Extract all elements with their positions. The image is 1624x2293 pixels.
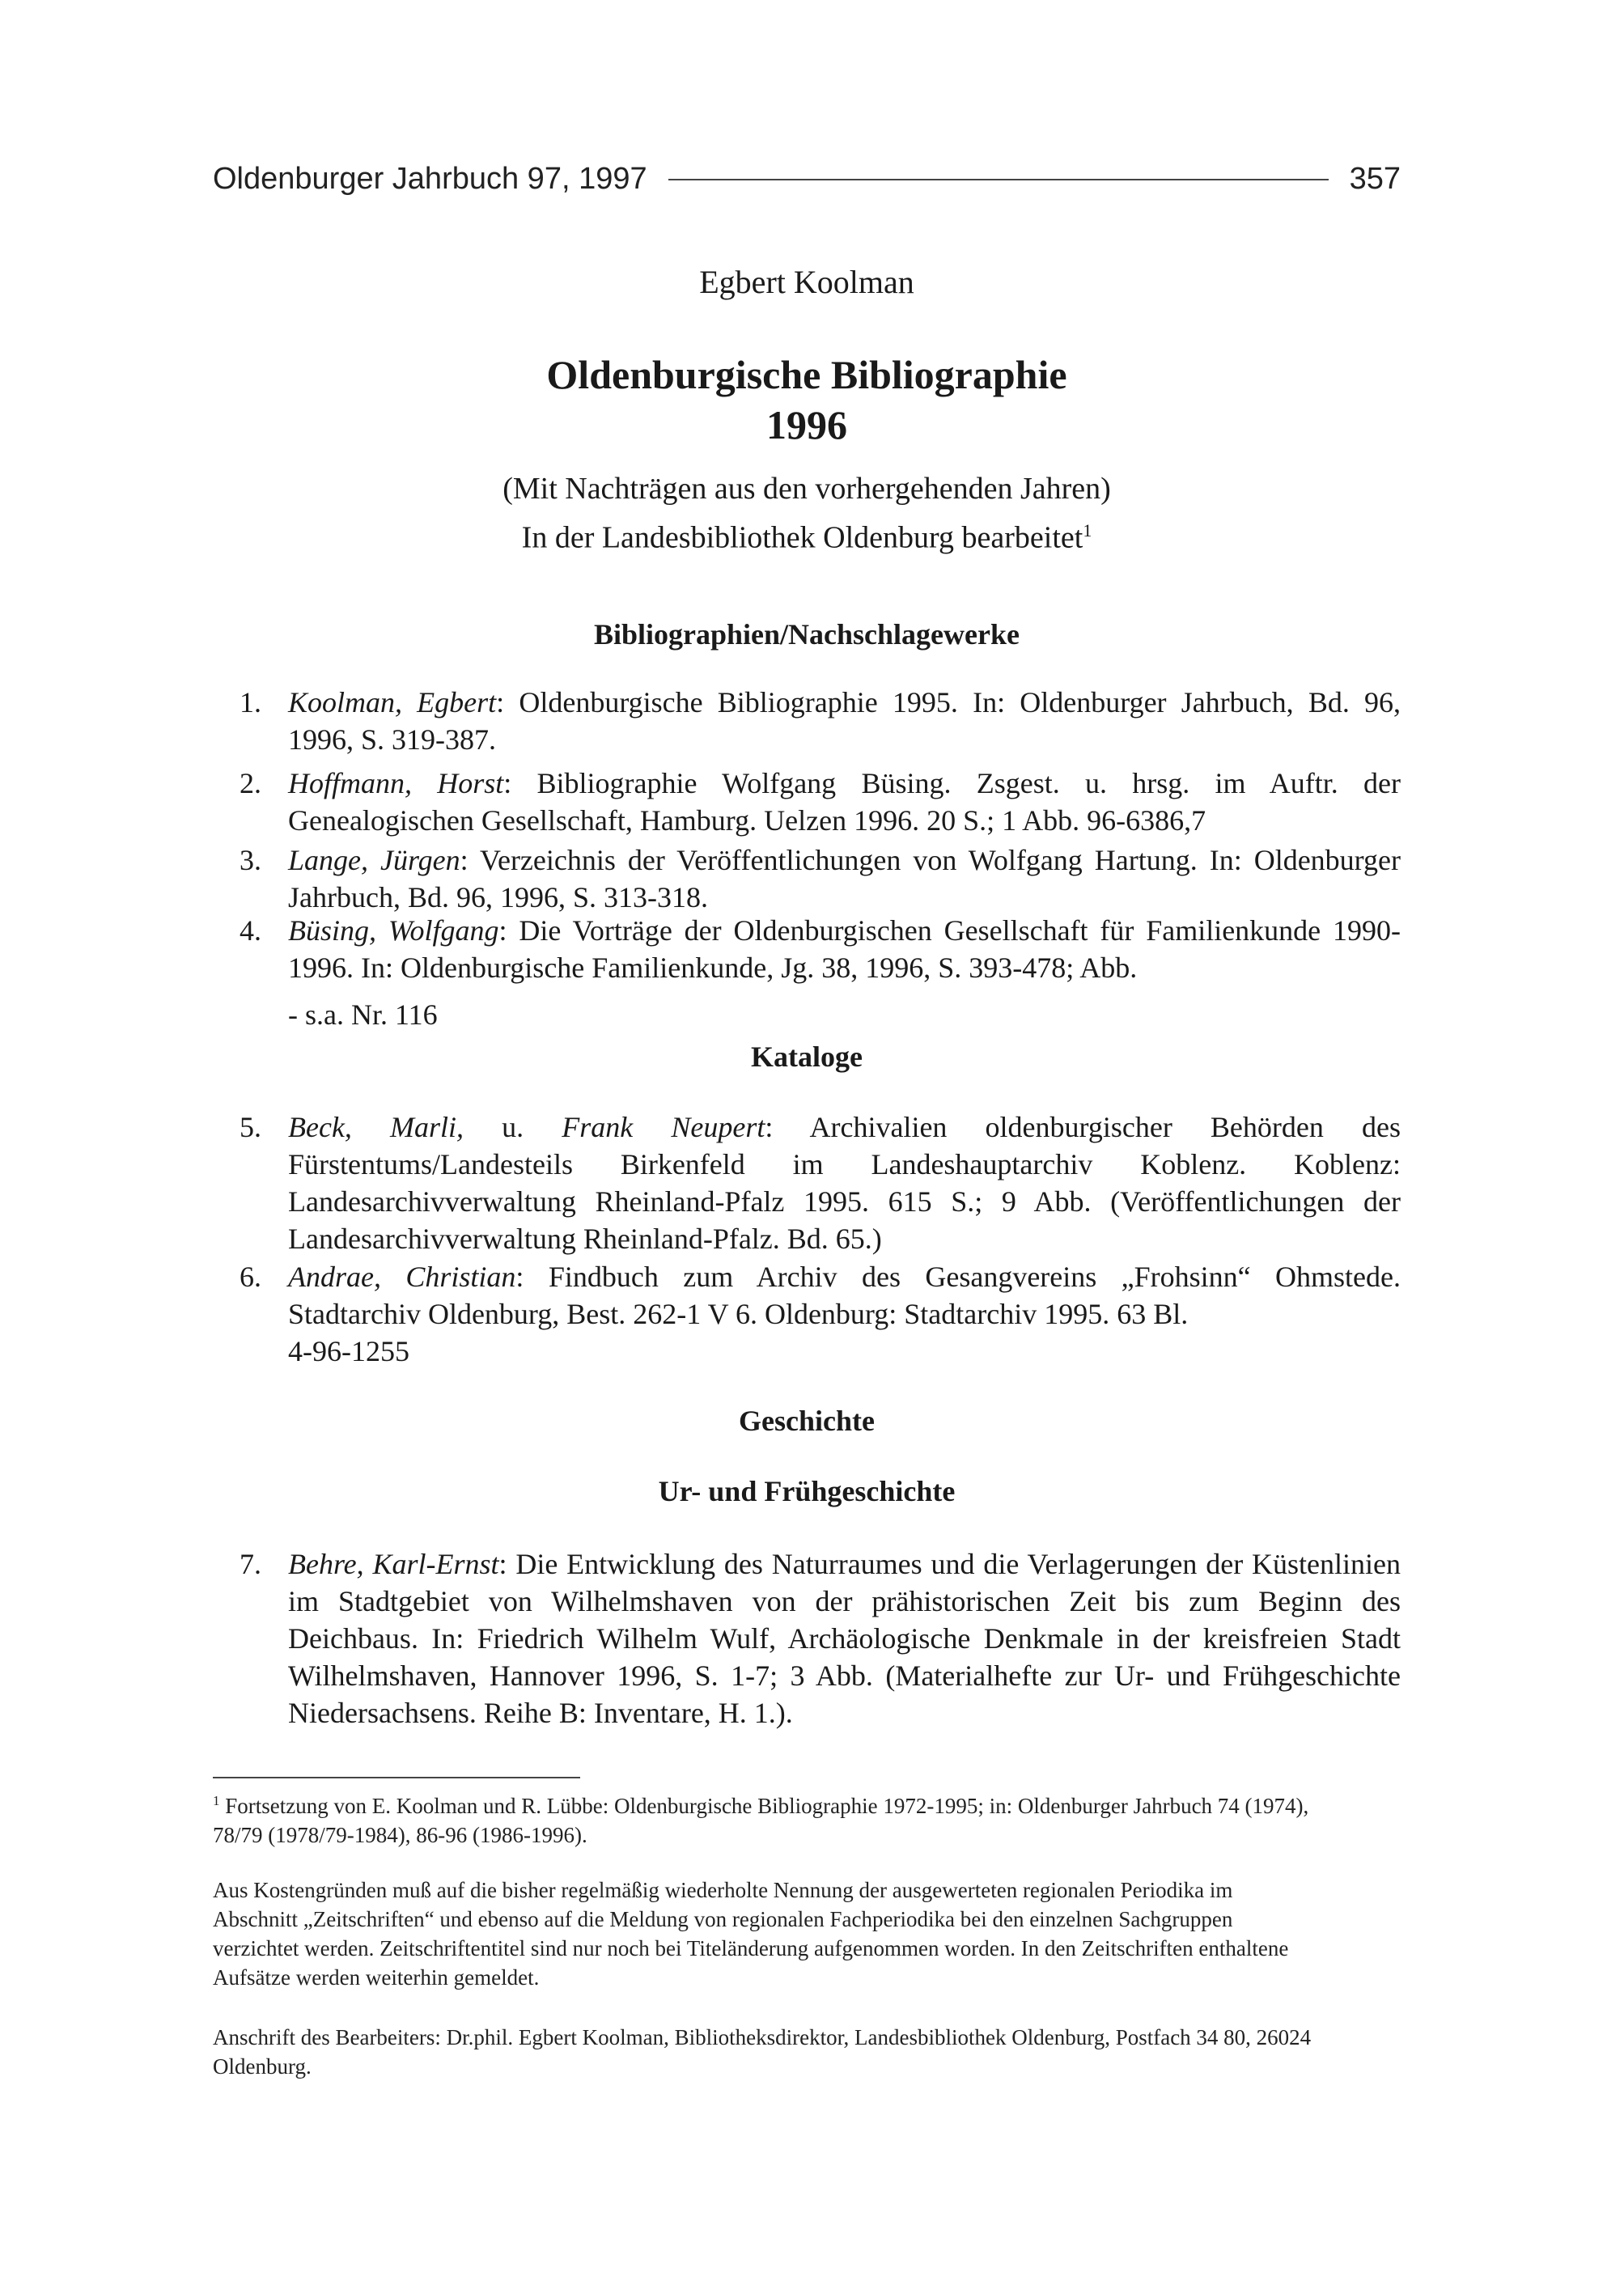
entry-number: 6. xyxy=(240,1261,261,1293)
section-heading-bibliographien: Bibliographien/Nachschlagewerke xyxy=(593,618,1020,651)
entry-number: 4. xyxy=(240,914,261,947)
entry-text: : Oldenburgische Bibliographie 1995. In: Oldenburger Jahrbuch, Bd. 96, 1996, S. 319-387. xyxy=(288,686,1401,756)
page-number: 357 xyxy=(1349,162,1401,196)
entry-3 xyxy=(213,841,1401,916)
section-heading-kataloge: Kataloge xyxy=(751,1041,863,1073)
see-also-note: - s.a. Nr. 116 xyxy=(288,998,438,1031)
entry-2 xyxy=(213,765,1401,839)
entry-text: : Archivalien oldenburgischer Behörden des Fürstentums/Landesteils Birkenfeld im Landeshauptarchiv Koblenz. Koblenz: Landesarchivverwaltung Rheinland-Pfalz 1995. 615 S.; 9 Abb. (Veröffentlichungen der Landesarchivverwaltung Rheinland-Pfalz. Bd. 65.) xyxy=(288,1111,1401,1255)
journal-title: Oldenburger Jahrbuch 97, 1997 xyxy=(213,162,647,196)
entry-1 xyxy=(213,684,1401,758)
entry-number: 2. xyxy=(240,767,261,799)
entry-number: 5. xyxy=(240,1111,261,1143)
entry-number: 7. xyxy=(240,1548,261,1580)
entry-author: Lange, Jürgen xyxy=(288,844,460,876)
entry-author: Beck, Marli, xyxy=(288,1111,464,1143)
entry-4 xyxy=(213,912,1401,986)
title-line-2: 1996 xyxy=(766,402,847,447)
title-line-1: Oldenburgische Bibliographie xyxy=(546,352,1067,397)
footnote-rule xyxy=(213,1777,580,1778)
entry-author-2: Frank Neupert xyxy=(562,1111,765,1143)
entry-signature: 4-96-1255 xyxy=(288,1335,409,1367)
running-header xyxy=(213,162,1401,197)
entry-text: : Findbuch zum Archiv des Gesangvereins „Frohsinn“ Ohmstede. Stadtarchiv Oldenburg, Best. 262-1 V 6. Oldenburg: Stadtarchiv 1995. 63 Bl. xyxy=(288,1261,1401,1330)
subtitle-line-2-text: In der Landesbibliothek Oldenburg bearbeitet xyxy=(521,520,1083,555)
entry-author: Andrae, Christian xyxy=(288,1261,516,1293)
footnote-3: Anschrift des Bearbeiters: Dr.phil. Egbert Koolman, Bibliotheksdirektor, Landesbibliothek Oldenburg, Postfach 34 80, 26024 Oldenburg. xyxy=(213,2025,1312,2079)
entry-7 xyxy=(213,1545,1401,1731)
section-heading-ur-fruehgeschichte: Ur- und Frühgeschichte xyxy=(658,1475,956,1507)
entry-author: Koolman, Egbert xyxy=(288,686,497,718)
entry-author: Behre, Karl-Ernst xyxy=(288,1548,499,1580)
subtitle-line-2 xyxy=(213,510,1401,559)
entry-text: : Verzeichnis der Veröffentlichungen von Wolfgang Hartung. In: Oldenburger Jahrbuch, Bd. 96, 1996, S. 313-318. xyxy=(288,844,1401,913)
entry-number: 3. xyxy=(240,844,261,876)
entry-number: 1. xyxy=(240,686,261,718)
entry-text: : Die Vorträge der Oldenburgischen Gesellschaft für Familienkunde 1990-1996. In: Oldenburgische Familienkunde, Jg. 38, 1996, S. 393-478; Abb. xyxy=(288,914,1401,984)
footnote-2: Aus Kostengründen muß auf die bisher regelmäßig wiederholte Nennung der ausgewerteten regionalen Periodika im Abschnitt „Zeitschriften“ und ebenso auf die Meldung von regionalen Fachperiodika bei den einzelnen Sachgruppen verzichtet werden. Zeitschriftentitel sind nur noch bei Titeländerung aufgenommen worden. In den Zeitschriften enthaltene Aufsätze werden weiterhin gemeldet. xyxy=(213,1878,1289,1990)
entry-text: : Bibliographie Wolfgang Büsing. Zsgest. u. hrsg. im Auftr. der Genealogischen Gesellschaft, Hamburg. Uelzen 1996. 20 S.; 1 Abb. 96-6386,7 xyxy=(288,767,1401,837)
footnote-1-text: Fortsetzung von E. Koolman und R. Lübbe: Oldenburgische Bibliographie 1972-1995; in: Oldenburger Jahrbuch 74 (1974), 78/79 (1978/79-1984), 86-96 (1986-1996). xyxy=(213,1794,1309,1847)
article-title xyxy=(213,350,1401,450)
footnote-mark: 1 xyxy=(1083,520,1092,540)
article-subtitle xyxy=(213,468,1401,559)
subtitle-line-1: (Mit Nachträgen aus den vorhergehenden Jahren) xyxy=(502,472,1111,506)
footnote-1-mark: 1 xyxy=(213,1793,220,1808)
entry-6 xyxy=(213,1258,1401,1370)
header-rule xyxy=(668,179,1329,180)
entry-connector: u. xyxy=(464,1111,562,1143)
entry-text: : Die Entwicklung des Naturraumes und die Verlagerungen der Küstenlinien im Stadtgebiet von Wilhelmshaven von der prähistorischen Zeit bis zum Beginn des Deichbaus. In: Friedrich Wilhelm Wulf, Archäologische Denkmale in der kreisfreien Stadt Wilhelmshaven, Hannover 1996, S. 1-7; 3 Abb. (Materialhefte zur Ur- und Frühgeschichte Niedersachsens. Reihe B: Inventare, H. 1.). xyxy=(288,1548,1401,1729)
section-heading-geschichte: Geschichte xyxy=(739,1405,875,1437)
entry-author: Büsing, Wolfgang xyxy=(288,914,499,947)
footnote-1 xyxy=(213,1787,1321,1850)
entry-author: Hoffmann, Horst xyxy=(288,767,504,799)
article-author: Egbert Koolman xyxy=(699,264,914,300)
entry-5 xyxy=(213,1108,1401,1257)
